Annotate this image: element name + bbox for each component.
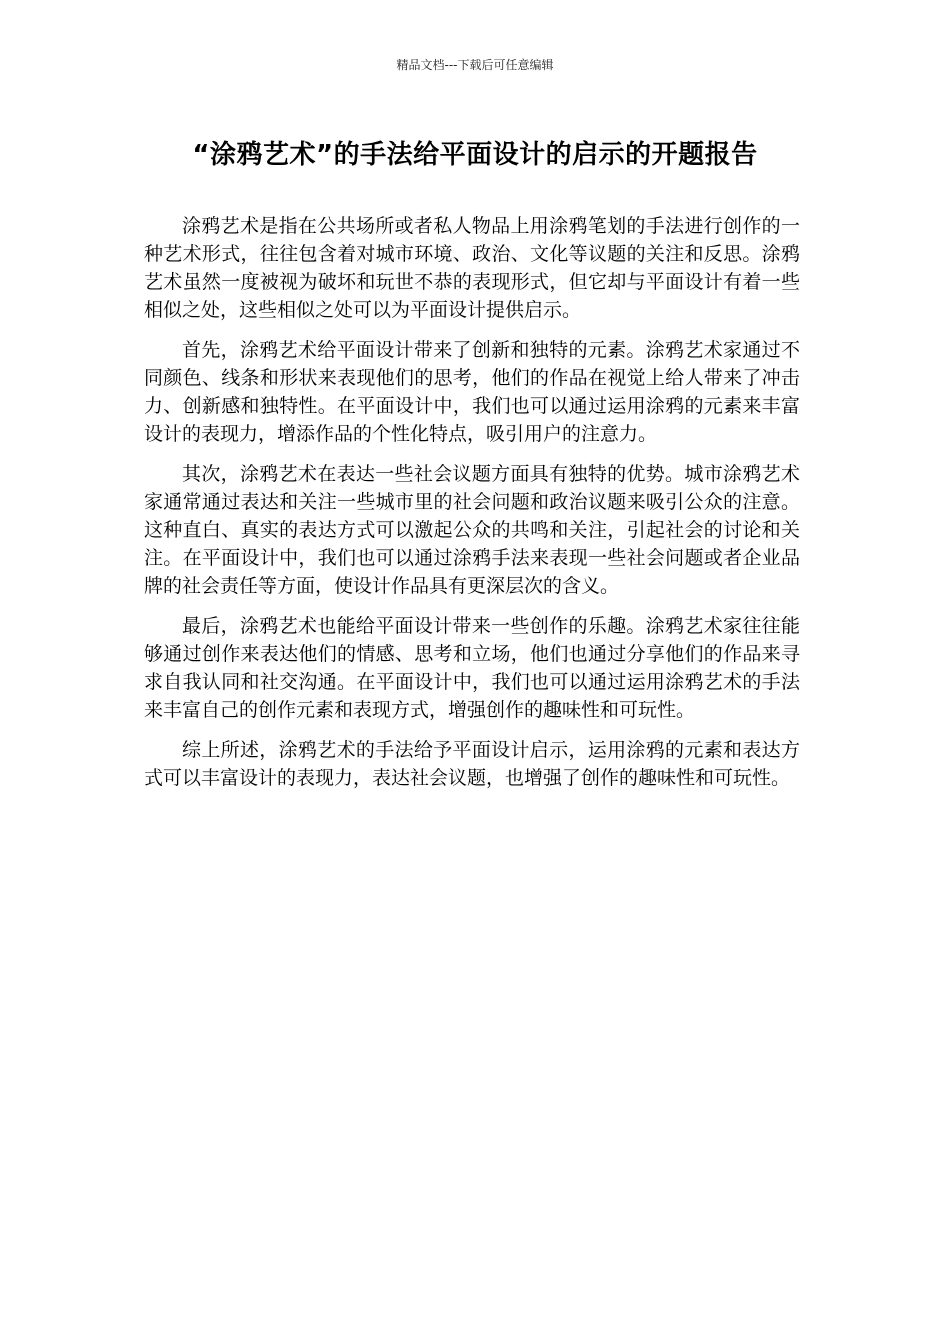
document-body (144, 212, 800, 804)
header-note: 精品文档---下载后可任意编辑 (396, 58, 554, 72)
paragraph-first: 首先，涂鸦艺术给平面设计带来了创新和独特的元素。涂鸦艺术家通过不同颜色、线条和形状来表现他们的思考，他们的作品在视觉上给人带来了冲击力、创新感和独特性。在平面设计中，我们也可以通过运用涂鸦的元素来丰富设计的表现力，增添作品的个性化特点，吸引用户的注意力。 (144, 339, 800, 445)
paragraph-last: 最后，涂鸦艺术也能给平面设计带来一些创作的乐趣。涂鸦艺术家往往能够通过创作来表达他们的情感、思考和立场，他们也通过分享他们的作品来寻求自我认同和社交沟通。在平面设计中，我们也可以通过运用涂鸦艺术的手法来丰富自己的创作元素和表现方式，增强创作的趣味性和可玩性。 (144, 615, 800, 721)
paragraph-intro: 涂鸦艺术是指在公共场所或者私人物品上用涂鸦笔划的手法进行创作的一种艺术形式，往往包含着对城市环境、政治、文化等议题的关注和反思。涂鸦艺术虽然一度被视为破坏和玩世不恭的表现形式，但它却与平面设计有着一些相似之处，这些相似之处可以为平面设计提供启示。 (144, 215, 800, 321)
paragraph-second: 其次，涂鸦艺术在表达一些社会议题方面具有独特的优势。城市涂鸦艺术家通常通过表达和关注一些城市里的社会问题和政治议题来吸引公众的注意。这种直白、真实的表达方式可以激起公众的共鸣和关注，引起社会的讨论和关注。在平面设计中，我们也可以通过涂鸦手法来表现一些社会问题或者企业品牌的社会责任等方面，使设计作品具有更深层次的含义。 (144, 463, 800, 597)
paragraph-summary: 综上所述，涂鸦艺术的手法给予平面设计启示，运用涂鸦的元素和表达方式可以丰富设计的表现力，表达社会议题，也增强了创作的趣味性和可玩性。 (144, 739, 800, 789)
page-title: “涂鸦艺术”的手法给平面设计的启示的开题报告 (192, 140, 758, 170)
